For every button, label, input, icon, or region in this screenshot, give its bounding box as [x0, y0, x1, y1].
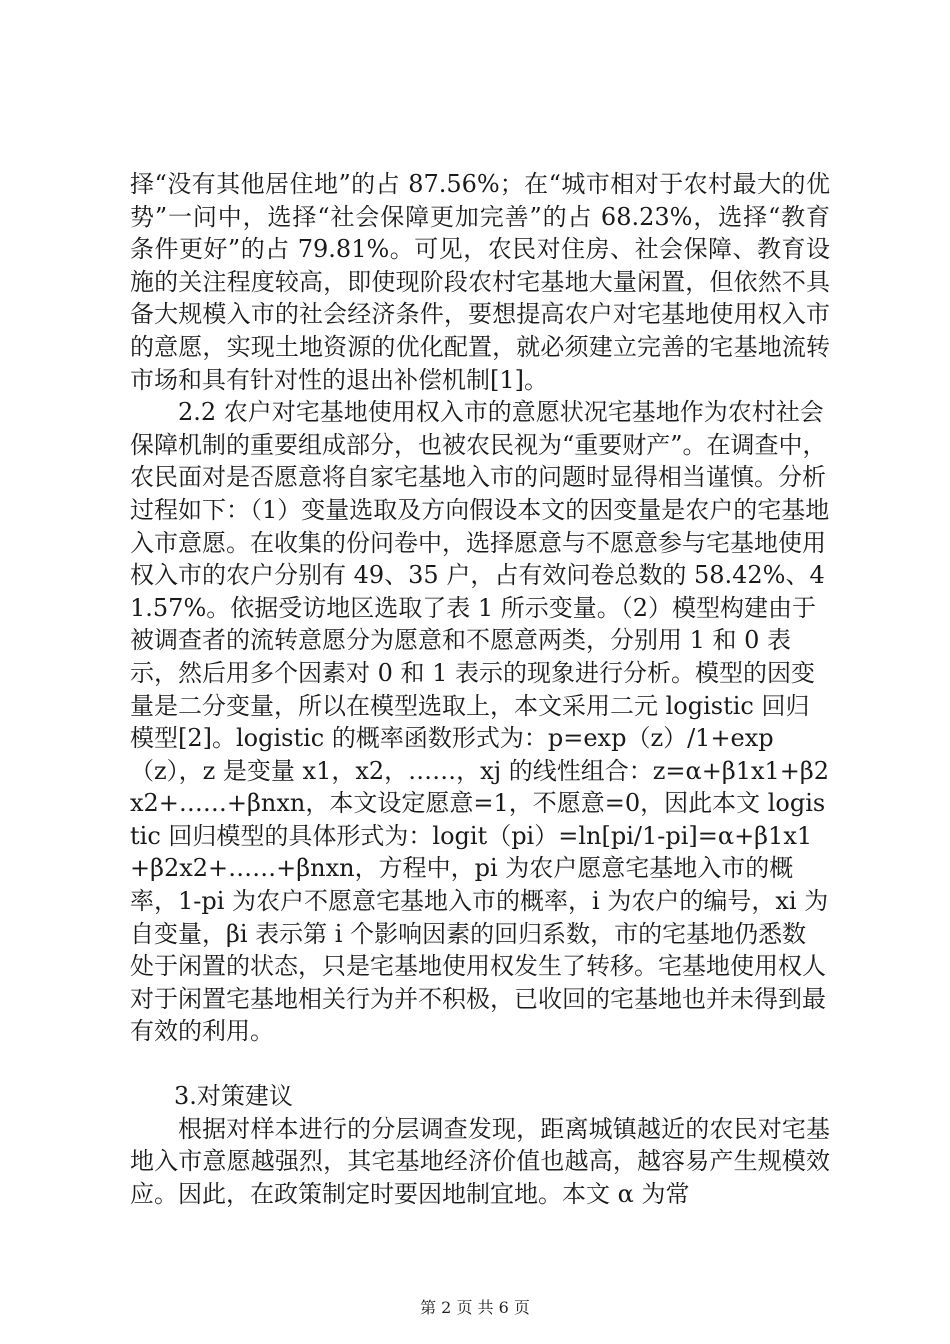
document-body	[130, 168, 830, 1210]
page-footer: 第 2 页 共 6 页	[420, 1298, 530, 1317]
section-heading: 3.对策建议	[174, 1082, 293, 1111]
paragraph-recommendations: 根据对样本进行的分层调查发现，距离城镇越近的农民对宅基地入市意愿越强烈，其宅基地经济价值也越高，越容易产生规模效应。因此，在政策制定时要因地制宜地。本文 α 为常	[130, 1114, 830, 1208]
paragraph-willingness-analysis: 2.2 农户对宅基地使用权入市的意愿状况宅基地作为农村社会保障机制的重要组成部分，也被农民视为“重要财产”。在调查中，农民面对是否愿意将自家宅基地入市的问题时显得相当谨慎。分析过程如下：（1）变量选取及方向假设本文的因变量是农户的宅基地入市意愿。在收集的份问卷中，选择愿意与不愿意参与宅基地使用权入市的农户分别有 49、35 户，占有效问卷总数的 58.42%、41.57%。依据受访地区选取了表 1 所示变量。（2）模型构建由于被调查者的流转意愿分为愿意和不愿意两类，分别用 1 和 0 表示，然后用多个因素对 0 和 1 表示的现象进行分析。模型的因变量是二分变量，所以在模型选取上，本文采用二元 logistic 回归模型[2]。logistic 的概率函数形式为：p=exp（z）/1+exp（z），z 是变量 x1，x2，……，xj 的线性组合：z=α+β1x1+β2x2+……+βnxn，本文设定愿意=1，不愿意=0，因此本文 logistic 回归模型的具体形式为：logit（pi）=ln[pi/1-pi]=α+β1x1+β2x2+……+βnxn，方程中，pi 为农户愿意宅基地入市的概率，1-pi 为农户不愿意宅基地入市的概率，i 为农户的编号，xi 为自变量，βi 表示第 i 个影响因素的回归系数，市的宅基地仍悉数处于闲置的状态，只是宅基地使用权发生了转移。宅基地使用权人对于闲置宅基地相关行为并不积极，已收回的宅基地也并未得到最有效的利用。	[130, 398, 830, 1046]
paragraph-survey-results: 择“没有其他居住地”的占 87.56%；在“城市相对于农村最大的优势”一问中，选择“社会保障更加完善”的占 68.23%，选择“教育条件更好”的占 79.81%。可见，农民对住房、社会保障、教育设施的关注程度较高，即使现阶段农村宅基地大量闲置，但依然不具备大规模入市的社会经济条件，要想提高农户对宅基地使用权入市的意愿，实现土地资源的优化配置，就必须建立完善的宅基地流转市场和具有针对性的退出补偿机制[1]。	[130, 170, 830, 394]
paragraph-gap	[130, 1048, 830, 1080]
